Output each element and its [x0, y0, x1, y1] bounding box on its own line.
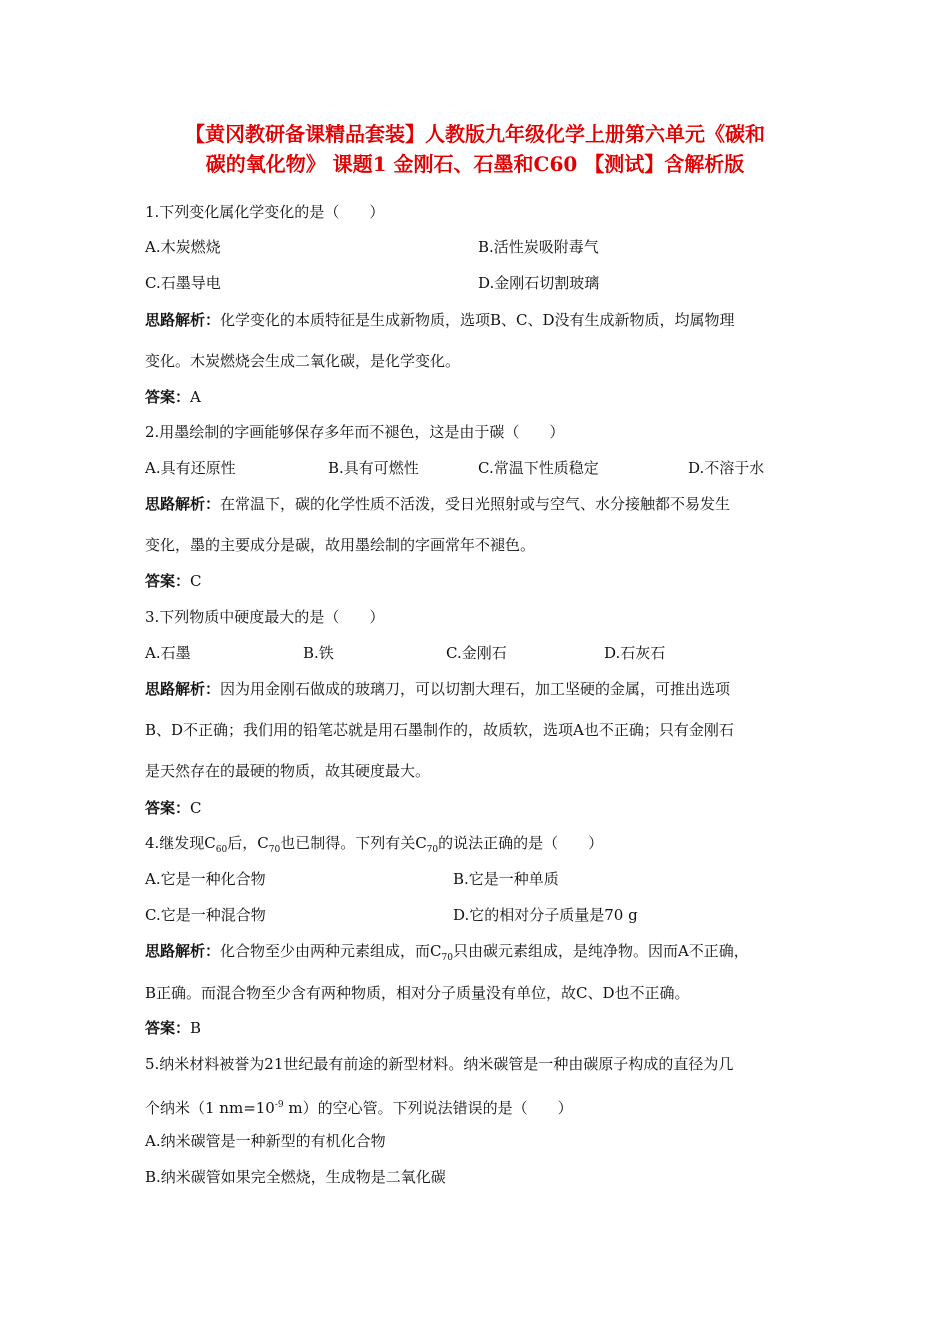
q2-answer: [145, 571, 202, 591]
answer-label: 答案：: [145, 799, 191, 817]
q1-analysis-line-1: [145, 310, 735, 330]
q4-answer-value: B: [190, 1019, 202, 1037]
q5-stem-part-2a: 个纳米（1 nm=10: [145, 1099, 275, 1117]
q4-subscript-70: 70: [268, 845, 281, 855]
q1-analysis-line-2: 变化。木炭燃烧会生成二氧化碳，是化学变化。: [145, 352, 461, 370]
q4-option-d: D.它的相对分子质量是70 g: [453, 906, 638, 924]
document-title-line-1: 【黄冈教研备课精品套装】人教版九年级化学上册第六单元《碳和: [185, 122, 765, 146]
q4-analysis-line-2: B正确。而混合物至少含有两种物质，相对分子质量没有单位，故C、D也不正确。: [145, 984, 690, 1002]
q3-analysis-line-3: 是天然存在的最硬的物质，故其硬度最大。: [145, 762, 431, 780]
q2-option-a: A.具有还原性: [145, 459, 236, 477]
q5-option-a: A.纳米碳管是一种新型的有机化合物: [145, 1132, 386, 1150]
q2-option-d: D.不溶于水: [688, 459, 765, 477]
q3-answer: [145, 798, 202, 818]
q3-analysis-line-2: B、D不正确；我们用的铅笔芯就是用石墨制作的，故质软，选项A也不正确；只有金刚石: [145, 721, 734, 739]
q4-analysis-text-1a: 化合物至少由两种元素组成，而C: [220, 942, 442, 960]
document-title-line-2: 碳的氧化物》 课题1 金刚石、石墨和C60 【测试】含解析版: [205, 152, 745, 176]
q3-option-c: C.金刚石: [446, 644, 507, 662]
q4-stem-part-1: 4.继发现C: [145, 834, 216, 852]
q3-option-a: A.石墨: [145, 644, 191, 662]
q2-answer-value: C: [190, 572, 202, 590]
q4-stem-part-4: 的说法正确的是（ ）: [438, 834, 604, 852]
analysis-label: 思路解析：: [145, 495, 221, 513]
q4-subscript-70: 70: [426, 845, 439, 855]
q4-analysis-line-1: [145, 941, 749, 968]
q5-option-b: B.纳米碳管如果完全燃烧，生成物是二氧化碳: [145, 1168, 446, 1186]
q1-analysis-text-1: 化学变化的本质特征是生成新物质，选项B、C、D没有生成新物质，均属物理: [220, 311, 735, 329]
q2-stem: 2.用墨绘制的字画能够保存多年而不褪色，这是由于碳（ ）: [145, 423, 565, 441]
answer-label: 答案：: [145, 572, 191, 590]
q4-answer: [145, 1018, 201, 1038]
q4-subscript-70: 70: [441, 953, 453, 963]
q5-superscript: -9: [274, 1100, 284, 1110]
q3-stem: 3.下列物质中硬度最大的是（ ）: [145, 608, 385, 626]
answer-label: 答案：: [145, 388, 191, 406]
q1-option-d: D.金刚石切割玻璃: [478, 274, 600, 292]
q1-option-b: B.活性炭吸附毒气: [478, 238, 599, 256]
q5-stem-line-2: [145, 1095, 573, 1118]
q3-option-d: D.石灰石: [604, 644, 666, 662]
q4-stem-part-2: 后，C: [227, 834, 269, 852]
analysis-label: 思路解析：: [145, 680, 221, 698]
q4-stem-part-3: 也已制得。下列有关C: [280, 834, 427, 852]
q1-answer: [145, 387, 201, 407]
q4-option-b: B.它是一种单质: [453, 870, 559, 888]
q3-option-b: B.铁: [303, 644, 334, 662]
q1-answer-value: A: [190, 388, 201, 406]
q5-stem-line-1: 5.纳米材料被誉为21世纪最有前途的新型材料。纳米碳管是一种由碳原子构成的直径为几: [145, 1055, 734, 1073]
q4-option-c: C.它是一种混合物: [145, 906, 266, 924]
q2-option-b: B.具有可燃性: [328, 459, 419, 477]
q2-analysis-line-1: [145, 494, 730, 514]
analysis-label: 思路解析：: [145, 311, 221, 329]
q2-analysis-text-1: 在常温下，碳的化学性质不活泼，受日光照射或与空气、水分接触都不易发生: [220, 495, 731, 513]
analysis-label: 思路解析：: [145, 942, 221, 960]
q1-option-c: C.石墨导电: [145, 274, 221, 292]
q2-analysis-line-2: 变化，墨的主要成分是碳，故用墨绘制的字画常年不褪色。: [145, 536, 536, 554]
q4-subscript-60: 60: [215, 845, 228, 855]
q4-stem: [145, 833, 603, 860]
answer-label: 答案：: [145, 1019, 191, 1037]
q4-option-a: A.它是一种化合物: [145, 870, 266, 888]
q1-stem: 1.下列变化属化学变化的是（ ）: [145, 203, 385, 221]
q4-analysis-text-1b: 只由碳元素组成，是纯净物。因而A不正确，: [452, 942, 749, 960]
q3-analysis-line-1: [145, 679, 730, 699]
q2-option-c: C.常温下性质稳定: [478, 459, 599, 477]
q1-option-a: A.木炭燃烧: [145, 238, 221, 256]
q3-analysis-text-1: 因为用金刚石做成的玻璃刀，可以切割大理石，加工坚硬的金属，可推出选项: [220, 680, 731, 698]
q5-stem-part-2b: m）的空心管。下列说法错误的是（ ）: [283, 1099, 573, 1117]
q3-answer-value: C: [190, 799, 202, 817]
